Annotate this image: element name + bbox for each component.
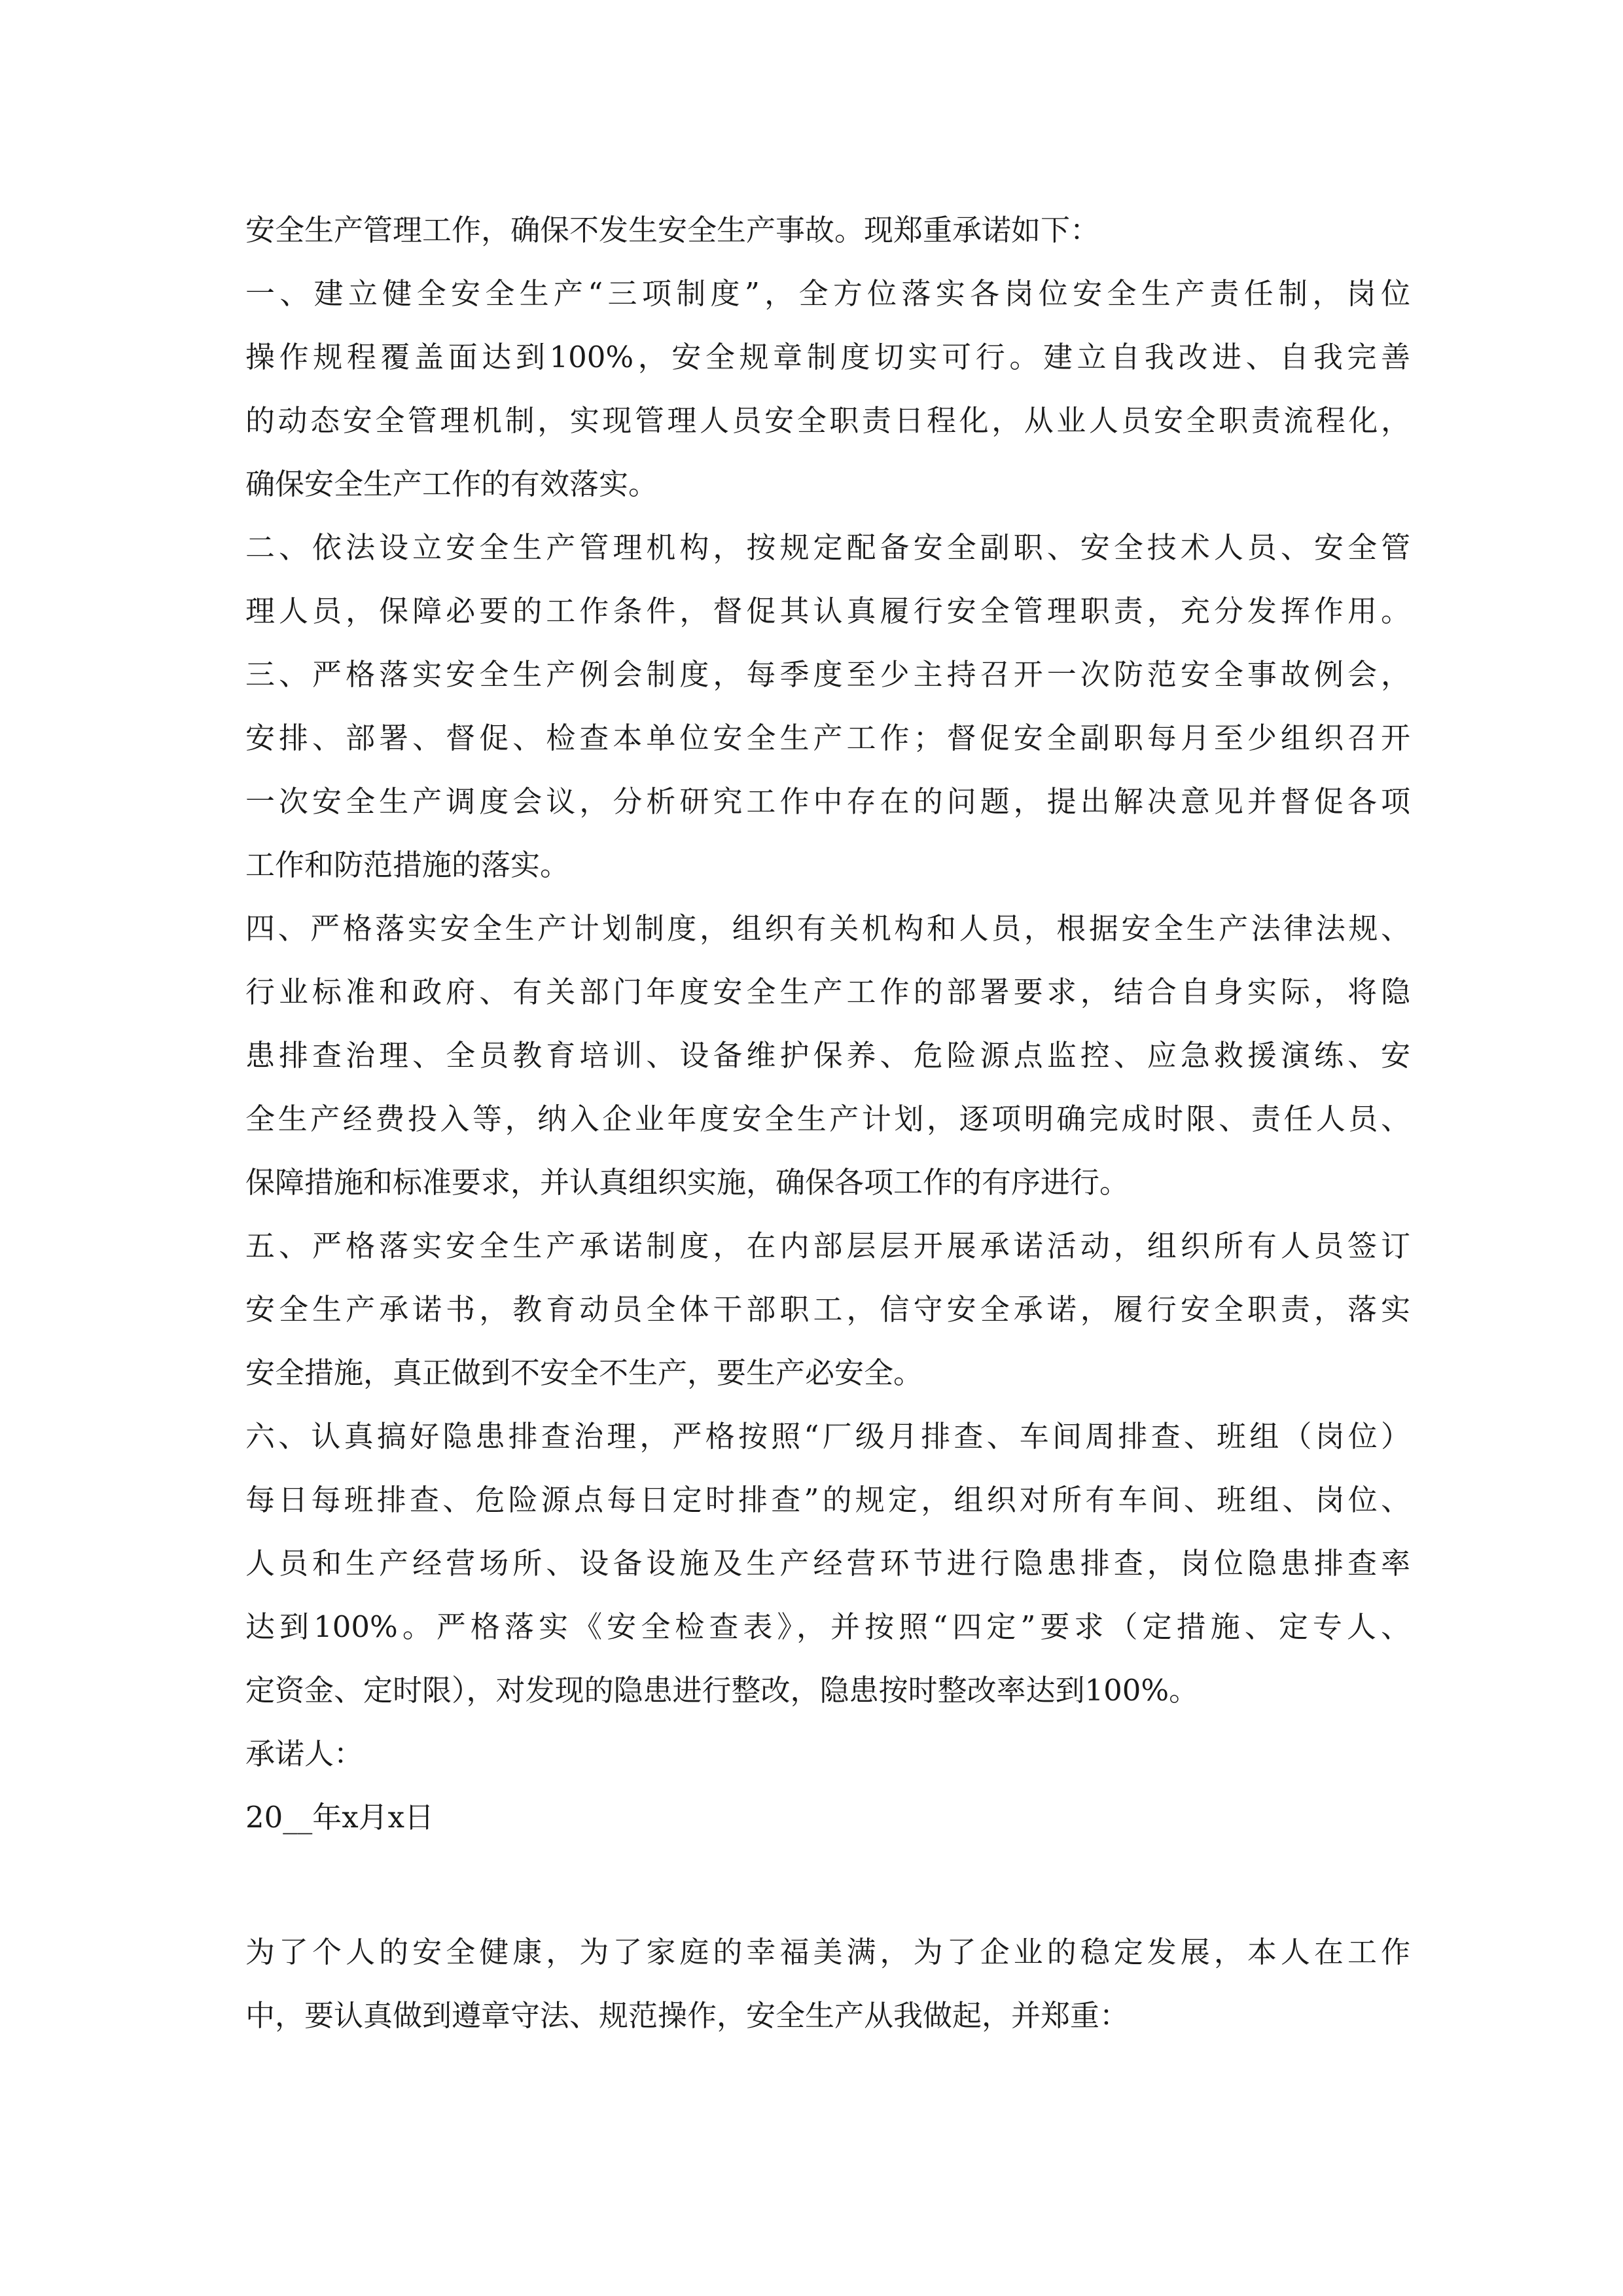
closing-paragraph <box>245 1920 1410 2047</box>
body-line-13: 行业标准和政府、有关部门年度安全生产工作的部署要求，结合自身实际，将隐 <box>245 975 1410 1009</box>
commitment-body <box>245 198 1410 1849</box>
date-line: 20__年x月x日 <box>245 1800 435 1835</box>
signatory-label: 承诺人： <box>245 1736 364 1771</box>
body-line-17: 五、严格落实安全生产承诺制度，在内部层层开展承诺活动，组织所有人员签订 <box>245 1229 1410 1263</box>
body-line-8: 三、严格落实安全生产例会制度，每季度至少主持召开一次防范安全事故例会， <box>245 657 1410 692</box>
body-line-12: 四、严格落实安全生产计划制度，组织有关机构和人员，根据安全生产法律法规、 <box>245 911 1410 946</box>
closing-line-2: 中，要认真做到遵章守法、规范操作，安全生产从我做起，并郑重： <box>245 1998 1130 2033</box>
body-line-21: 每日每班排查、危险源点每日定时排查”的规定，组织对所有车间、班组、岗位、 <box>245 1482 1410 1517</box>
closing-line-1: 为了个人的安全健康，为了家庭的幸福美满，为了企业的稳定发展，本人在工作 <box>245 1935 1410 1969</box>
body-line-10: 一次安全生产调度会议，分析研究工作中存在的问题，提出解决意见并督促各项 <box>245 784 1410 819</box>
body-line-16: 保障措施和标准要求，并认真组织实施，确保各项工作的有序进行。 <box>245 1165 1130 1200</box>
body-line-14: 患排查治理、全员教育培训、设备维护保养、危险源点监控、应急救援演练、安 <box>245 1038 1410 1073</box>
body-line-6: 二、依法设立安全生产管理机构，按规定配备安全副职、安全技术人员、安全管 <box>245 530 1410 565</box>
body-line-20: 六、认真搞好隐患排查治理，严格按照“厂级月排查、车间周排查、班组（岗位） <box>245 1419 1410 1454</box>
body-line-24: 定资金、定时限），对发现的隐患进行整改，隐患按时整改率达到100%。 <box>245 1673 1199 1708</box>
body-line-3: 操作规程覆盖面达到100%，安全规章制度切实可行。建立自我改进、自我完善 <box>245 340 1410 374</box>
body-line-9: 安排、部署、督促、检查本单位安全生产工作；督促安全副职每月至少组织召开 <box>245 721 1410 755</box>
body-line-11: 工作和防范措施的落实。 <box>245 848 570 882</box>
body-line-18: 安全生产承诺书，教育动员全体干部职工，信守安全承诺，履行安全职责，落实 <box>245 1292 1410 1327</box>
body-line-5: 确保安全生产工作的有效落实。 <box>245 467 658 501</box>
body-line-22: 人员和生产经营场所、设备设施及生产经营环节进行隐患排查，岗位隐患排查率 <box>245 1546 1410 1581</box>
body-line-4: 的动态安全管理机制，实现管理人员安全职责日程化，从业人员安全职责流程化， <box>245 403 1410 438</box>
body-line-23: 达到100%。严格落实《安全检查表》，并按照“四定”要求（定措施、定专人、 <box>245 1609 1410 1644</box>
body-line-15: 全生产经费投入等，纳入企业年度安全生产计划，逐项明确完成时限、责任人员、 <box>245 1102 1410 1136</box>
body-line-2: 一、建立健全安全生产“三项制度”，全方位落实各岗位安全生产责任制，岗位 <box>245 276 1410 311</box>
body-line-19: 安全措施，真正做到不安全不生产，要生产必安全。 <box>245 1355 923 1390</box>
body-line-7: 理人员，保障必要的工作条件，督促其认真履行安全管理职责，充分发挥作用。 <box>245 594 1410 628</box>
body-line-1: 安全生产管理工作，确保不发生安全生产事故。现郑重承诺如下： <box>245 213 1100 247</box>
